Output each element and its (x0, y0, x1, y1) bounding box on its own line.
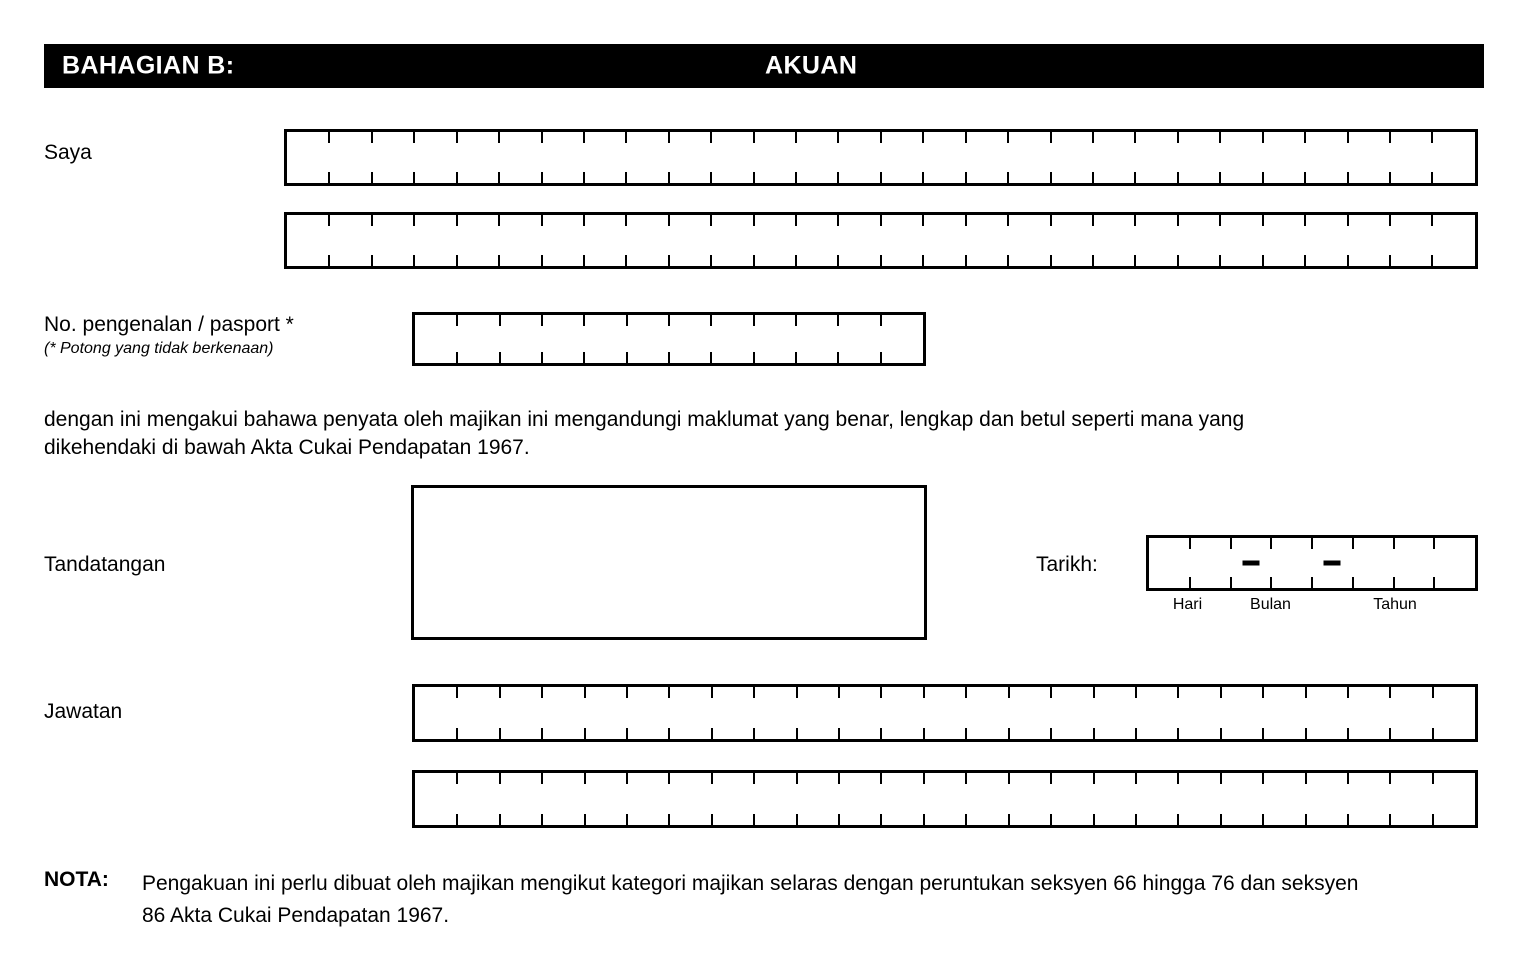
declaration-paragraph (44, 406, 1482, 463)
comb-cell[interactable] (1432, 215, 1474, 266)
comb-cell[interactable] (542, 773, 584, 825)
comb-cell[interactable] (1094, 687, 1136, 739)
comb-cell[interactable] (584, 132, 626, 183)
comb-cell[interactable] (1312, 538, 1353, 588)
comb-cell[interactable] (669, 315, 711, 363)
comb-cell[interactable] (415, 773, 457, 825)
comb-cell[interactable] (1390, 215, 1432, 266)
comb-cell[interactable] (1220, 215, 1262, 266)
comb-cell[interactable] (329, 215, 371, 266)
comb-cell[interactable] (1433, 687, 1475, 739)
date-month-label: Bulan (1250, 596, 1291, 613)
comb-cell[interactable] (754, 215, 796, 266)
date-separator-dash (1242, 561, 1259, 566)
comb-cell[interactable] (1051, 773, 1093, 825)
comb-cell[interactable] (1263, 215, 1305, 266)
comb-cell[interactable] (712, 773, 754, 825)
date-day-label: Hari (1172, 596, 1203, 613)
comb-cell[interactable] (796, 315, 838, 363)
comb-cell[interactable] (1178, 132, 1220, 183)
comb-cell[interactable] (1263, 773, 1305, 825)
comb-cell[interactable] (287, 215, 329, 266)
comb-cell[interactable] (881, 132, 923, 183)
note-label: NOTA: (44, 868, 109, 891)
section-header-bar (44, 44, 1484, 88)
comb-cell[interactable] (1271, 538, 1312, 588)
comb-cell[interactable] (1263, 687, 1305, 739)
comb-cell[interactable] (1394, 538, 1435, 588)
comb-cell[interactable] (1051, 215, 1093, 266)
comb-cell[interactable] (1051, 132, 1093, 183)
comb-cell[interactable] (797, 687, 839, 739)
comb-cell[interactable] (881, 215, 923, 266)
comb-cell[interactable] (457, 215, 499, 266)
comb-cell[interactable] (457, 315, 499, 363)
comb-cell[interactable] (1305, 132, 1347, 183)
comb-cell[interactable] (1348, 773, 1390, 825)
comb-cell[interactable] (627, 687, 669, 739)
comb-cell[interactable] (499, 132, 541, 183)
comb-cell[interactable] (1093, 215, 1135, 266)
name-line1-input[interactable] (284, 129, 1478, 186)
note-line-1: Pengakuan ini perlu dibuat oleh majikan mengikut kategori majikan selaras dengan peruntukan seksyen 66 hingga 76 dan seksyen (142, 872, 1359, 895)
comb-cell[interactable] (1433, 773, 1475, 825)
name-line2-input[interactable] (284, 212, 1478, 269)
comb-cell[interactable] (1136, 773, 1178, 825)
comb-cell[interactable] (669, 773, 711, 825)
comb-cell[interactable] (923, 132, 965, 183)
comb-cell[interactable] (966, 773, 1008, 825)
comb-cell[interactable] (372, 132, 414, 183)
comb-cell[interactable] (626, 215, 668, 266)
date-year-label: Tahun (1373, 596, 1417, 613)
comb-cell[interactable] (796, 132, 838, 183)
comb-cell[interactable] (754, 315, 796, 363)
comb-cell[interactable] (414, 132, 456, 183)
comb-cell[interactable] (1008, 215, 1050, 266)
signature-box[interactable] (411, 485, 927, 640)
comb-cell[interactable] (839, 773, 881, 825)
comb-cell[interactable] (499, 215, 541, 266)
comb-cell[interactable] (1178, 687, 1220, 739)
comb-cell[interactable] (1009, 687, 1051, 739)
comb-cell[interactable] (669, 687, 711, 739)
comb-cell[interactable] (754, 773, 796, 825)
comb-cell[interactable] (838, 315, 880, 363)
comb-cell[interactable] (1178, 215, 1220, 266)
section-label: BAHAGIAN B: (62, 51, 235, 80)
comb-cell[interactable] (966, 687, 1008, 739)
comb-cell[interactable] (1190, 538, 1231, 588)
comb-cell[interactable] (754, 687, 796, 739)
comb-cell[interactable] (542, 215, 584, 266)
comb-cell[interactable] (457, 687, 499, 739)
comb-cell[interactable] (1221, 773, 1263, 825)
comb-cell[interactable] (669, 215, 711, 266)
comb-cell[interactable] (585, 773, 627, 825)
comb-cell[interactable] (542, 315, 584, 363)
comb-cell[interactable] (1348, 132, 1390, 183)
comb-cell[interactable] (966, 132, 1008, 183)
position-label: Jawatan (44, 700, 123, 723)
declaration-line-2: dikehendaki di bawah Akta Cukai Pendapatan 1967. (44, 436, 530, 460)
date-separator-dash (1324, 561, 1341, 566)
identification-number-label: No. pengenalan / pasport * (44, 313, 294, 336)
comb-cell[interactable] (711, 315, 753, 363)
comb-cell[interactable] (1434, 538, 1475, 588)
identification-number-input[interactable] (412, 312, 926, 366)
comb-cell[interactable] (372, 215, 414, 266)
date-label: Tarikh: (1036, 553, 1098, 576)
comb-cell[interactable] (1136, 687, 1178, 739)
comb-cell[interactable] (1390, 132, 1432, 183)
comb-cell[interactable] (500, 315, 542, 363)
comb-cell[interactable] (1051, 687, 1093, 739)
comb-cell[interactable] (627, 773, 669, 825)
comb-cell[interactable] (415, 315, 457, 363)
comb-cell[interactable] (881, 315, 923, 363)
comb-cell[interactable] (711, 215, 753, 266)
comb-cell[interactable] (924, 773, 966, 825)
comb-cell[interactable] (923, 215, 965, 266)
comb-cell[interactable] (1135, 132, 1177, 183)
comb-cell[interactable] (838, 215, 880, 266)
comb-cell[interactable] (881, 773, 923, 825)
comb-cell[interactable] (542, 132, 584, 183)
comb-cell[interactable] (1353, 538, 1394, 588)
comb-cell[interactable] (1348, 215, 1390, 266)
comb-cell[interactable] (796, 215, 838, 266)
comb-cell[interactable] (1305, 215, 1347, 266)
comb-cell[interactable] (1094, 773, 1136, 825)
comb-cell[interactable] (1263, 132, 1305, 183)
identification-number-note: (* Potong yang tidak berkenaan) (44, 340, 274, 357)
comb-cell[interactable] (711, 132, 753, 183)
comb-cell[interactable] (1306, 687, 1348, 739)
comb-cell[interactable] (457, 132, 499, 183)
signature-label: Tandatangan (44, 553, 166, 576)
comb-cell[interactable] (500, 687, 542, 739)
comb-cell[interactable] (1178, 773, 1220, 825)
comb-cell[interactable] (754, 132, 796, 183)
comb-cell[interactable] (1220, 132, 1262, 183)
comb-cell[interactable] (1093, 132, 1135, 183)
comb-cell[interactable] (881, 687, 923, 739)
position-line1-input[interactable] (412, 684, 1478, 742)
comb-cell[interactable] (1231, 538, 1272, 588)
comb-cell[interactable] (712, 687, 754, 739)
comb-cell[interactable] (626, 132, 668, 183)
comb-cell[interactable] (1221, 687, 1263, 739)
comb-cell[interactable] (1390, 773, 1432, 825)
comb-cell[interactable] (1135, 215, 1177, 266)
comb-cell[interactable] (1149, 538, 1190, 588)
comb-cell[interactable] (1008, 132, 1050, 183)
comb-cell[interactable] (1306, 773, 1348, 825)
comb-cell[interactable] (797, 773, 839, 825)
comb-cell[interactable] (584, 315, 626, 363)
comb-cell[interactable] (329, 132, 371, 183)
comb-cell[interactable] (924, 687, 966, 739)
comb-cell[interactable] (457, 773, 499, 825)
comb-cell[interactable] (542, 687, 584, 739)
name-label: Saya (44, 141, 92, 164)
comb-cell[interactable] (1009, 773, 1051, 825)
comb-cell[interactable] (966, 215, 1008, 266)
comb-cell[interactable] (839, 687, 881, 739)
section-title: AKUAN (765, 51, 858, 80)
comb-cell[interactable] (585, 687, 627, 739)
date-input[interactable] (1146, 535, 1478, 591)
comb-cell[interactable] (287, 132, 329, 183)
comb-cell[interactable] (627, 315, 669, 363)
comb-cell[interactable] (1432, 132, 1474, 183)
comb-cell[interactable] (838, 132, 880, 183)
comb-cell[interactable] (669, 132, 711, 183)
note-line-2: 86 Akta Cukai Pendapatan 1967. (142, 903, 450, 927)
comb-cell[interactable] (500, 773, 542, 825)
comb-cell[interactable] (584, 215, 626, 266)
note-body (142, 868, 1484, 931)
declaration-line-1: dengan ini mengakui bahawa penyata oleh majikan ini mengandungi maklumat yang benar, lengkap dan betul seperti mana yang (44, 408, 1245, 431)
comb-cell[interactable] (1348, 687, 1390, 739)
comb-cell[interactable] (414, 215, 456, 266)
comb-cell[interactable] (1390, 687, 1432, 739)
position-line2-input[interactable] (412, 770, 1478, 828)
comb-cell[interactable] (415, 687, 457, 739)
